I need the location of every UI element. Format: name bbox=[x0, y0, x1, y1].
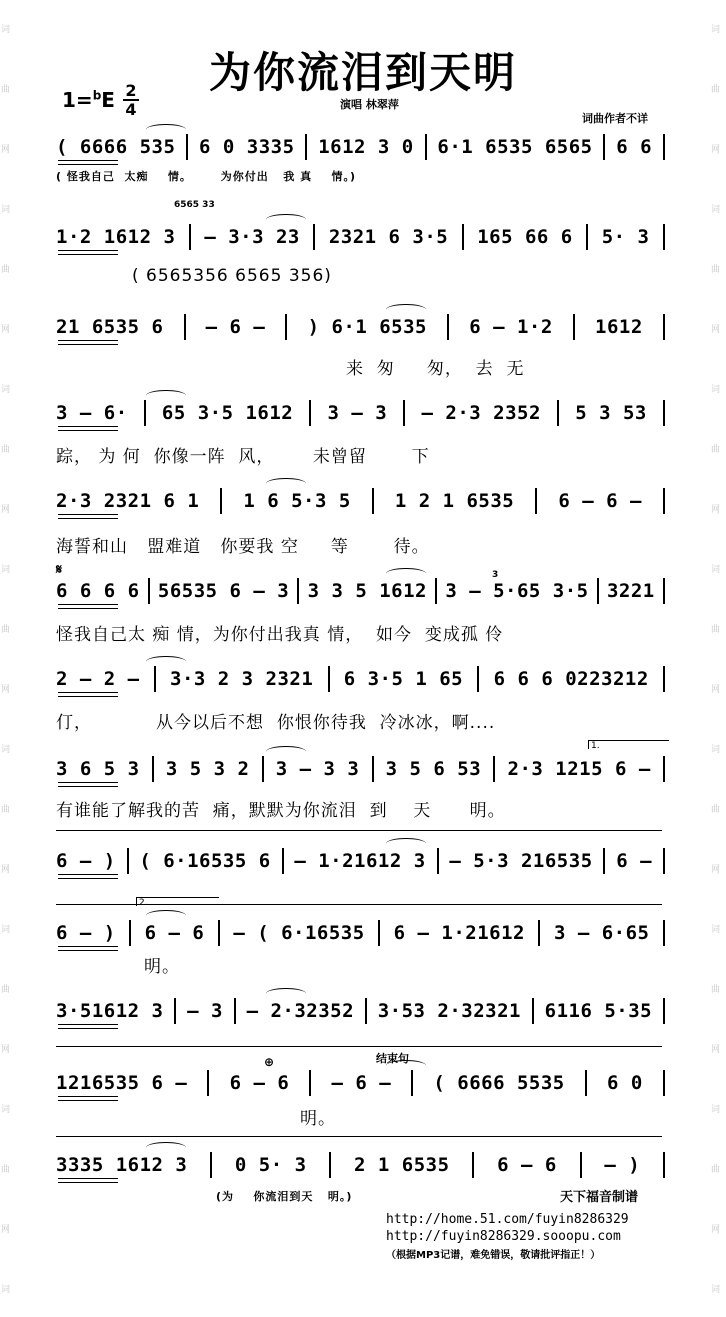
watermark-char: 词 bbox=[711, 925, 721, 935]
measure-notes: 1·2 1612 3 bbox=[56, 226, 176, 248]
key-signature bbox=[62, 88, 115, 112]
system-notes bbox=[56, 222, 668, 252]
watermark-char: 曲 bbox=[711, 1165, 721, 1175]
bar-line bbox=[372, 488, 374, 514]
tie-arc bbox=[386, 838, 426, 849]
lyric-line: 明。 bbox=[144, 957, 180, 977]
system-notes bbox=[56, 664, 668, 694]
measure-notes: 6116 5·35 bbox=[544, 1000, 653, 1022]
bar-line bbox=[372, 756, 374, 782]
watermark-char: 曲 bbox=[711, 85, 721, 95]
watermark-char: 曲 bbox=[1, 805, 11, 815]
measure-notes: 3 – 5·65 3·5 bbox=[445, 580, 589, 602]
measure-notes: 3 – 3 3 bbox=[275, 758, 360, 780]
watermark-char: 词 bbox=[711, 1105, 721, 1115]
bar-line bbox=[297, 578, 299, 604]
watermark-char: 词 bbox=[1, 25, 11, 35]
bar-line bbox=[378, 920, 380, 946]
bar-line bbox=[663, 224, 665, 250]
section-separator bbox=[56, 1046, 662, 1047]
watermark-char: 网 bbox=[1, 1225, 11, 1235]
watermark-char: 词 bbox=[1, 1285, 11, 1295]
bar-line bbox=[557, 400, 559, 426]
lyric-line: 仃， 从今以后不想 你恨你待我 冷冰冰，啊.... bbox=[56, 713, 496, 733]
measure-notes: 3 3 5 1612 bbox=[307, 580, 427, 602]
bar-line bbox=[663, 920, 665, 946]
tie-arc bbox=[146, 656, 186, 667]
measure-notes: – ( 6·16535 bbox=[233, 922, 365, 944]
bar-line bbox=[435, 578, 437, 604]
meter-top: 2 bbox=[123, 82, 139, 101]
lyric-line: 有谁能了解我的苦 痛，默默为你流泪 到 天 明。 bbox=[56, 801, 506, 821]
measure-notes: 2 1 6535 bbox=[354, 1154, 450, 1176]
measure-notes: 6 6 6 0223212 bbox=[493, 668, 649, 690]
bar-line bbox=[152, 756, 154, 782]
bar-line bbox=[127, 848, 129, 874]
watermark-char: 词 bbox=[1, 1105, 11, 1115]
measure-notes: ( 6·16535 6 bbox=[139, 850, 271, 872]
bar-line bbox=[462, 224, 464, 250]
bar-line bbox=[603, 848, 605, 874]
measure-notes: 3·51612 3 bbox=[56, 1000, 164, 1022]
section-separator bbox=[56, 1136, 662, 1137]
watermark-char: 曲 bbox=[1, 985, 11, 995]
measure-notes: – 2·32352 bbox=[246, 1000, 355, 1022]
measure-notes: 2·3 1215 6 – bbox=[507, 758, 651, 780]
score-system bbox=[56, 486, 668, 516]
score-system bbox=[56, 846, 668, 876]
measure-notes: 3 5 6 53 bbox=[385, 758, 482, 780]
beam-underline bbox=[58, 514, 118, 519]
measure-notes: – 5·3 216535 bbox=[449, 850, 593, 872]
lyric-line: 踪， 为 何 你像一阵 风， 未曾留 下 bbox=[56, 447, 430, 467]
measure-notes: – ) bbox=[604, 1154, 641, 1176]
bar-line bbox=[663, 848, 665, 874]
measure-notes: 1216535 6 – bbox=[56, 1072, 188, 1094]
measure-notes: 21 6535 6 bbox=[56, 316, 164, 338]
bar-line bbox=[532, 998, 534, 1024]
bar-line bbox=[285, 314, 287, 340]
author-credit: 词曲作者不详 bbox=[582, 112, 648, 125]
bar-line bbox=[663, 400, 665, 426]
bar-line bbox=[313, 224, 315, 250]
measure-notes: 6 3·5 1 65 bbox=[343, 668, 464, 690]
measure-notes: – 1·21612 3 bbox=[294, 850, 426, 872]
lyric-line: (为 你流泪到天 明。) bbox=[216, 1190, 353, 1203]
coda-mark: ⊕ bbox=[264, 1055, 275, 1069]
measure-notes: 1 2 1 6535 bbox=[394, 490, 515, 512]
watermark-char: 词 bbox=[1, 745, 11, 755]
watermark-char: 曲 bbox=[1, 1165, 11, 1175]
watermark-char: 网 bbox=[1, 865, 11, 875]
bar-line bbox=[597, 578, 599, 604]
score-system bbox=[56, 918, 668, 948]
score-system bbox=[56, 398, 668, 428]
watermark-char: 网 bbox=[711, 865, 721, 875]
measure-notes: 3335 1612 3 bbox=[56, 1154, 188, 1176]
bar-line bbox=[663, 1152, 665, 1178]
beam-underline bbox=[58, 874, 118, 879]
bar-line bbox=[328, 666, 330, 692]
watermark-char: 网 bbox=[711, 1045, 721, 1055]
measure-notes: ( 6666 535 bbox=[56, 136, 176, 158]
measure-notes: 3 – 6·65 bbox=[553, 922, 650, 944]
measure-notes: 3 6 5 3 bbox=[56, 758, 140, 780]
system-notes bbox=[56, 576, 668, 606]
score-system bbox=[56, 312, 668, 342]
measure-notes: – 3·3 23 bbox=[204, 226, 300, 248]
bar-line bbox=[663, 998, 665, 1024]
measure-notes: 6 – 6 bbox=[229, 1072, 290, 1094]
bar-line bbox=[210, 1152, 212, 1178]
tie-arc bbox=[146, 1142, 186, 1153]
tie-arc bbox=[386, 568, 426, 579]
measure-notes: 1612 3 0 bbox=[318, 136, 414, 158]
lyric-line: ( 6565356 6565 356) bbox=[132, 266, 332, 286]
measure-notes: 3 5 3 2 bbox=[165, 758, 250, 780]
tie-arc bbox=[266, 746, 306, 757]
beam-underline bbox=[58, 1024, 118, 1029]
bar-line bbox=[144, 400, 146, 426]
bar-line bbox=[663, 578, 665, 604]
url-home: http://home.51.com/fuyin8286329 bbox=[386, 1212, 629, 1227]
bar-line bbox=[305, 134, 307, 160]
watermark-char: 词 bbox=[1, 385, 11, 395]
time-signature bbox=[123, 82, 139, 118]
watermark-char: 词 bbox=[1, 925, 11, 935]
tie-arc bbox=[386, 304, 426, 315]
system-notes bbox=[56, 754, 668, 784]
tie-arc bbox=[266, 214, 306, 225]
tie-arc bbox=[146, 910, 186, 921]
ending-label: 结束句 bbox=[376, 1052, 409, 1065]
system-notes bbox=[56, 398, 668, 428]
bar-line bbox=[580, 1152, 582, 1178]
bar-line bbox=[663, 314, 665, 340]
system-notes bbox=[56, 996, 668, 1026]
measure-notes: – 2·3 2352 bbox=[421, 402, 541, 424]
beam-underline bbox=[58, 604, 118, 609]
measure-notes: – 6 – bbox=[205, 316, 266, 338]
beam-underline bbox=[58, 426, 118, 431]
bar-line bbox=[403, 400, 405, 426]
measure-notes: 3221 bbox=[606, 580, 655, 602]
score-system bbox=[56, 754, 668, 784]
score-system bbox=[56, 996, 668, 1026]
score-system bbox=[56, 664, 668, 694]
watermark-char: 词 bbox=[711, 25, 721, 35]
watermark-char: 词 bbox=[711, 565, 721, 575]
bar-line bbox=[189, 224, 191, 250]
song-title: 为你流泪到天明 bbox=[208, 48, 517, 97]
bar-line bbox=[154, 666, 156, 692]
bar-line bbox=[663, 1070, 665, 1096]
bar-line bbox=[447, 314, 449, 340]
watermark-char: 网 bbox=[711, 685, 721, 695]
watermark-char: 网 bbox=[711, 1225, 721, 1235]
watermark-char: 曲 bbox=[711, 805, 721, 815]
beam-underline bbox=[58, 1178, 118, 1183]
bar-line bbox=[129, 920, 131, 946]
singer-credit: 演唱 林翠萍 bbox=[340, 98, 399, 111]
bar-line bbox=[282, 848, 284, 874]
score-system bbox=[56, 200, 668, 252]
volta-two: 2. bbox=[136, 897, 219, 906]
watermark-char: 网 bbox=[1, 505, 11, 515]
beam-underline bbox=[58, 692, 118, 697]
watermark-char: 网 bbox=[1, 145, 11, 155]
measure-notes: 6 – ) bbox=[56, 850, 116, 872]
tie-arc bbox=[266, 988, 306, 999]
beam-underline bbox=[58, 340, 118, 345]
watermark-char: 词 bbox=[1, 565, 11, 575]
bar-line bbox=[148, 578, 150, 604]
system-notes bbox=[56, 132, 668, 162]
system-notes bbox=[56, 1150, 668, 1180]
bar-line bbox=[365, 998, 367, 1024]
measure-notes: 2 – 2 – bbox=[56, 668, 140, 690]
url-sooopu: http://fuyin8286329.sooopu.com bbox=[386, 1229, 621, 1244]
measure-notes: 6 – 6 – bbox=[558, 490, 642, 512]
lyric-line: 明。 bbox=[300, 1109, 336, 1129]
watermark-char: 网 bbox=[1, 685, 11, 695]
measure-notes: 6 – bbox=[616, 850, 653, 872]
key-note: E bbox=[101, 88, 115, 112]
bar-line bbox=[535, 488, 537, 514]
lyric-line: ( 怪我自己 太痴 情。 为你付出 我 真 情。) bbox=[56, 170, 356, 183]
watermark-char: 曲 bbox=[711, 625, 721, 635]
error-notice: （根据MP3记谱，难免错误，敬请批评指正！） bbox=[386, 1250, 601, 1261]
measure-notes: ) 6·1 6535 bbox=[307, 316, 427, 338]
watermark-char: 曲 bbox=[1, 625, 11, 635]
score-system bbox=[56, 576, 668, 606]
score-system bbox=[56, 132, 668, 162]
measure-notes: 6 – 1·2 bbox=[469, 316, 553, 338]
measure-notes: 165 66 6 bbox=[477, 226, 573, 248]
tie-arc bbox=[266, 478, 306, 489]
bar-line bbox=[234, 998, 236, 1024]
system-notes bbox=[56, 486, 668, 516]
upper-annotation: 6565 33 bbox=[174, 200, 215, 210]
bar-line bbox=[603, 134, 605, 160]
bar-line bbox=[663, 488, 665, 514]
watermark-char: 曲 bbox=[711, 445, 721, 455]
measure-notes: 6 0 bbox=[606, 1072, 643, 1094]
measure-notes: 2321 6 3·5 bbox=[328, 226, 449, 248]
lyric-line: 海誓和山 盟难道 你要我 空 等 待。 bbox=[56, 537, 430, 557]
bar-line bbox=[329, 1152, 331, 1178]
engraver-credit: 天下福音制谱 bbox=[560, 1190, 639, 1205]
bar-line bbox=[538, 920, 540, 946]
bar-line bbox=[262, 756, 264, 782]
tie-arc bbox=[146, 124, 186, 135]
measure-notes: 56535 6 – 3 bbox=[157, 580, 290, 602]
tie-arc bbox=[146, 390, 186, 401]
measure-notes: 2·3 2321 6 1 bbox=[56, 490, 200, 512]
bar-line bbox=[472, 1152, 474, 1178]
watermark-char: 网 bbox=[711, 505, 721, 515]
measure-notes: 3 – 3 bbox=[327, 402, 388, 424]
measure-notes: 6 – 6 bbox=[144, 922, 205, 944]
lyric-line: 来 匆 匆， 去 无 bbox=[346, 359, 525, 379]
bar-line bbox=[309, 1070, 311, 1096]
measure-notes: 1 6 5·3 5 bbox=[243, 490, 351, 512]
measure-notes: 5· 3 bbox=[601, 226, 650, 248]
bar-line bbox=[425, 134, 427, 160]
bar-line bbox=[493, 756, 495, 782]
beam-underline bbox=[58, 946, 118, 951]
segno-mark: 𝄋 bbox=[56, 562, 63, 578]
bar-line bbox=[411, 1070, 413, 1096]
measure-notes: 1612 bbox=[595, 316, 643, 338]
beam-underline bbox=[58, 250, 118, 255]
system-notes bbox=[56, 312, 668, 342]
system-notes bbox=[56, 1068, 668, 1098]
watermark-char: 词 bbox=[711, 205, 721, 215]
bar-line bbox=[174, 998, 176, 1024]
measure-notes: 3·53 2·32321 bbox=[377, 1000, 521, 1022]
watermark-char: 网 bbox=[1, 1045, 11, 1055]
watermark-char: 曲 bbox=[1, 445, 11, 455]
watermark-char: 曲 bbox=[711, 985, 721, 995]
meter-bottom: 4 bbox=[125, 100, 137, 119]
bar-line bbox=[186, 134, 188, 160]
volta-one: 1. bbox=[588, 740, 669, 749]
measure-notes: – 6 – bbox=[331, 1072, 392, 1094]
bar-line bbox=[309, 400, 311, 426]
bar-line bbox=[220, 488, 222, 514]
bar-line bbox=[437, 848, 439, 874]
watermark-char: 网 bbox=[711, 325, 721, 335]
measure-notes: 6 – 1·21612 bbox=[393, 922, 525, 944]
measure-notes: 3·3 2 3 2321 bbox=[170, 668, 314, 690]
score-system bbox=[56, 1052, 668, 1098]
system-notes bbox=[56, 846, 668, 876]
bar-line bbox=[586, 224, 588, 250]
left-watermark-strip bbox=[1, 0, 15, 1317]
measure-notes: ( 6666 5535 bbox=[433, 1072, 565, 1094]
measure-notes: 0 5· 3 bbox=[234, 1154, 307, 1176]
watermark-char: 网 bbox=[1, 325, 11, 335]
bar-line bbox=[663, 134, 665, 160]
watermark-char: 曲 bbox=[1, 265, 11, 275]
measure-notes: – 3 bbox=[187, 1000, 223, 1022]
watermark-char: 词 bbox=[711, 385, 721, 395]
measure-notes: 6 6 6 6 bbox=[56, 580, 140, 602]
watermark-char: 曲 bbox=[711, 265, 721, 275]
bar-line bbox=[585, 1070, 587, 1096]
key-prefix: 1= bbox=[62, 88, 93, 112]
beam-underline bbox=[58, 782, 118, 787]
beam-underline bbox=[58, 160, 118, 165]
watermark-char: 词 bbox=[711, 745, 721, 755]
grace-note: 3 bbox=[492, 570, 499, 580]
measure-notes: 6 – 6 bbox=[497, 1154, 557, 1176]
measure-notes: 6·1 6535 6565 bbox=[437, 136, 593, 158]
bar-line bbox=[184, 314, 186, 340]
bar-line bbox=[663, 756, 665, 782]
measure-notes: 3 – 6· bbox=[56, 402, 128, 424]
watermark-char: 曲 bbox=[1, 85, 11, 95]
system-notes bbox=[56, 918, 668, 948]
bar-line bbox=[207, 1070, 209, 1096]
bar-line bbox=[218, 920, 220, 946]
measure-notes: 5 3 53 bbox=[575, 402, 647, 424]
lyric-line: 怪我自己太 痴 情，为你付出我真 情， 如今 变成孤 伶 bbox=[56, 625, 504, 645]
score-system bbox=[56, 1150, 668, 1180]
bar-line bbox=[663, 666, 665, 692]
bar-line bbox=[477, 666, 479, 692]
watermark-char: 词 bbox=[1, 205, 11, 215]
watermark-char: 词 bbox=[711, 1285, 721, 1295]
measure-notes: 6 – ) bbox=[56, 922, 116, 944]
watermark-char: 网 bbox=[711, 145, 721, 155]
measure-notes: 6 0 3335 bbox=[199, 136, 295, 158]
measure-notes: 6 6 bbox=[616, 136, 653, 158]
section-separator bbox=[56, 830, 662, 831]
beam-underline bbox=[58, 1096, 118, 1101]
key-flat: b bbox=[92, 88, 102, 103]
measure-notes: 65 3·5 1612 bbox=[161, 402, 294, 424]
bar-line bbox=[573, 314, 575, 340]
